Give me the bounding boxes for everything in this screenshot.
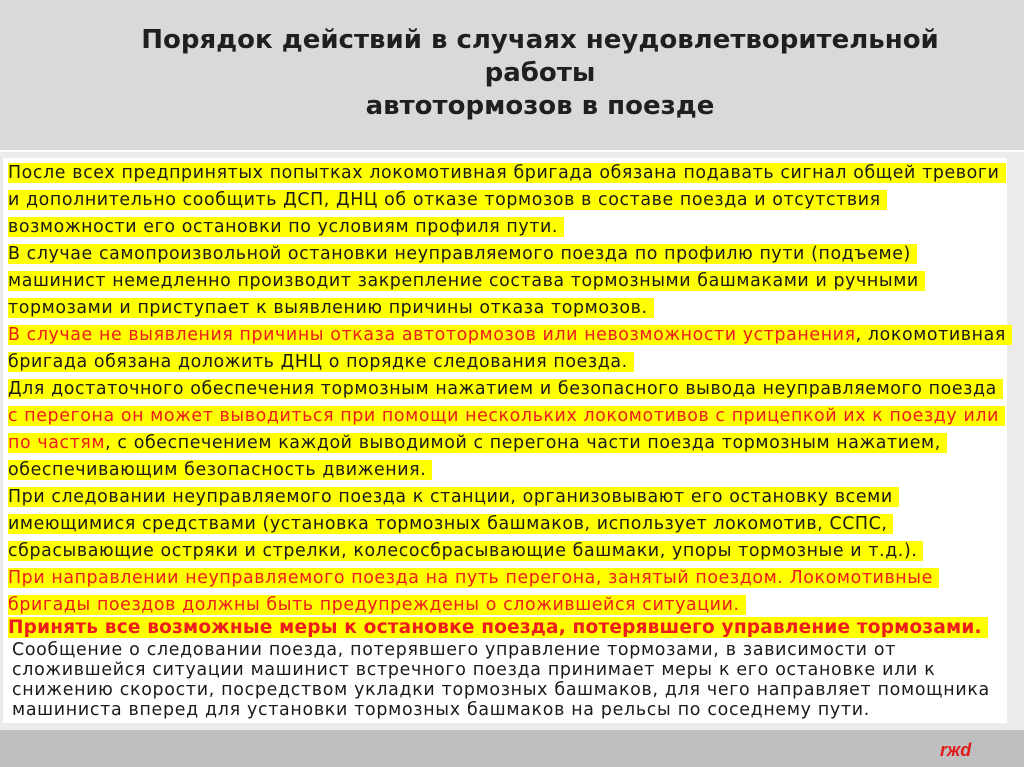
paragraph-measures [8, 619, 1008, 637]
paragraph-station-text: При следовании неуправляемого поезда к станции, организовывают его остановку всеми имеющимися средствами (установка тормозных башмаков, использует локомотив, ССПС, сбрасывающие остряки и стрелки, колесосбрасывающие башмаки, упоры тормозные и т.д.). [8, 487, 923, 561]
paragraph-report-red: В случае не выявления причины отказа автотормозов или невозможности устранения [8, 325, 856, 345]
paragraph-alarm-text: После всех предпринятых попытках локомотивная бригада обязана подавать сигнал общей тревоги и дополнительно сообщить ДСП, ДНЦ об отказе тормозов в составе поезда и отсутствия возможности его остановки по условиям профиля пути. [8, 163, 1006, 237]
title-line-3: автотормозов в поезде [365, 91, 715, 121]
paragraph-withdrawal-a: Для достаточного обеспечения тормозным нажатием и безопасного вывода неуправляемого поезда [8, 379, 997, 399]
slide-title [60, 24, 1020, 123]
footer-band [0, 730, 1024, 767]
title-line-1: Порядок действий в случаях неудовлетворительной [141, 25, 939, 55]
paragraph-measures-bold: Принять все возможные меры к остановке поезда, потерявшего управление тормозами. [8, 617, 988, 638]
paragraph-stop-on-grade-text: В случае самопроизвольной остановки неуправляемого поезда по профилю пути (подъеме) машинист немедленно производит закрепление состава тормозными башмаками и ручными тормозами и приступает к выявлению причины отказа тормозов. [8, 244, 925, 318]
paragraph-measures-details: Сообщение о следовании поезда, потерявшего управление тормозами, в зависимости от сложившейся ситуации машинист встречного поезда принимает меры к его остановке или к снижению скорости, посредством укладки тормозных башмаков, для чего направляет помощника машиниста вперед для установки тормозных башмаков на рельсы по соседнему пути. [12, 640, 990, 720]
rzd-logo-mark: rжd [940, 740, 972, 760]
paragraph-withdrawal-red: с перегона он может выводиться при помощи нескольких локомотивов с прицепкой их к поезду или по частям [8, 406, 999, 453]
title-line-2: работы [484, 58, 596, 88]
paragraph-occupied-track-text: При направлении неуправляемого поезда на путь перегона, занятый поездом. Локомотивные бригады поездов должны быть предупреждены о сложившейся ситуации. [8, 568, 939, 615]
body-text [8, 160, 1008, 720]
paragraph-report [8, 322, 1008, 376]
paragraph-stop-on-grade [8, 241, 1008, 322]
paragraph-station [8, 484, 1008, 565]
paragraph-occupied-track [8, 565, 1008, 619]
paragraph-withdrawal [8, 376, 1008, 484]
rzd-logo [938, 740, 990, 760]
paragraph-alarm [8, 160, 1008, 241]
paragraph-report-rest: , локомотивная бригада обязана доложить ДНЦ о порядке следования поезда. [8, 325, 1006, 372]
paragraph-withdrawal-b: , с обеспечением каждой выводимой с перегона части поезда тормозным нажатием, обеспечивающим безопасность движения. [8, 433, 941, 480]
